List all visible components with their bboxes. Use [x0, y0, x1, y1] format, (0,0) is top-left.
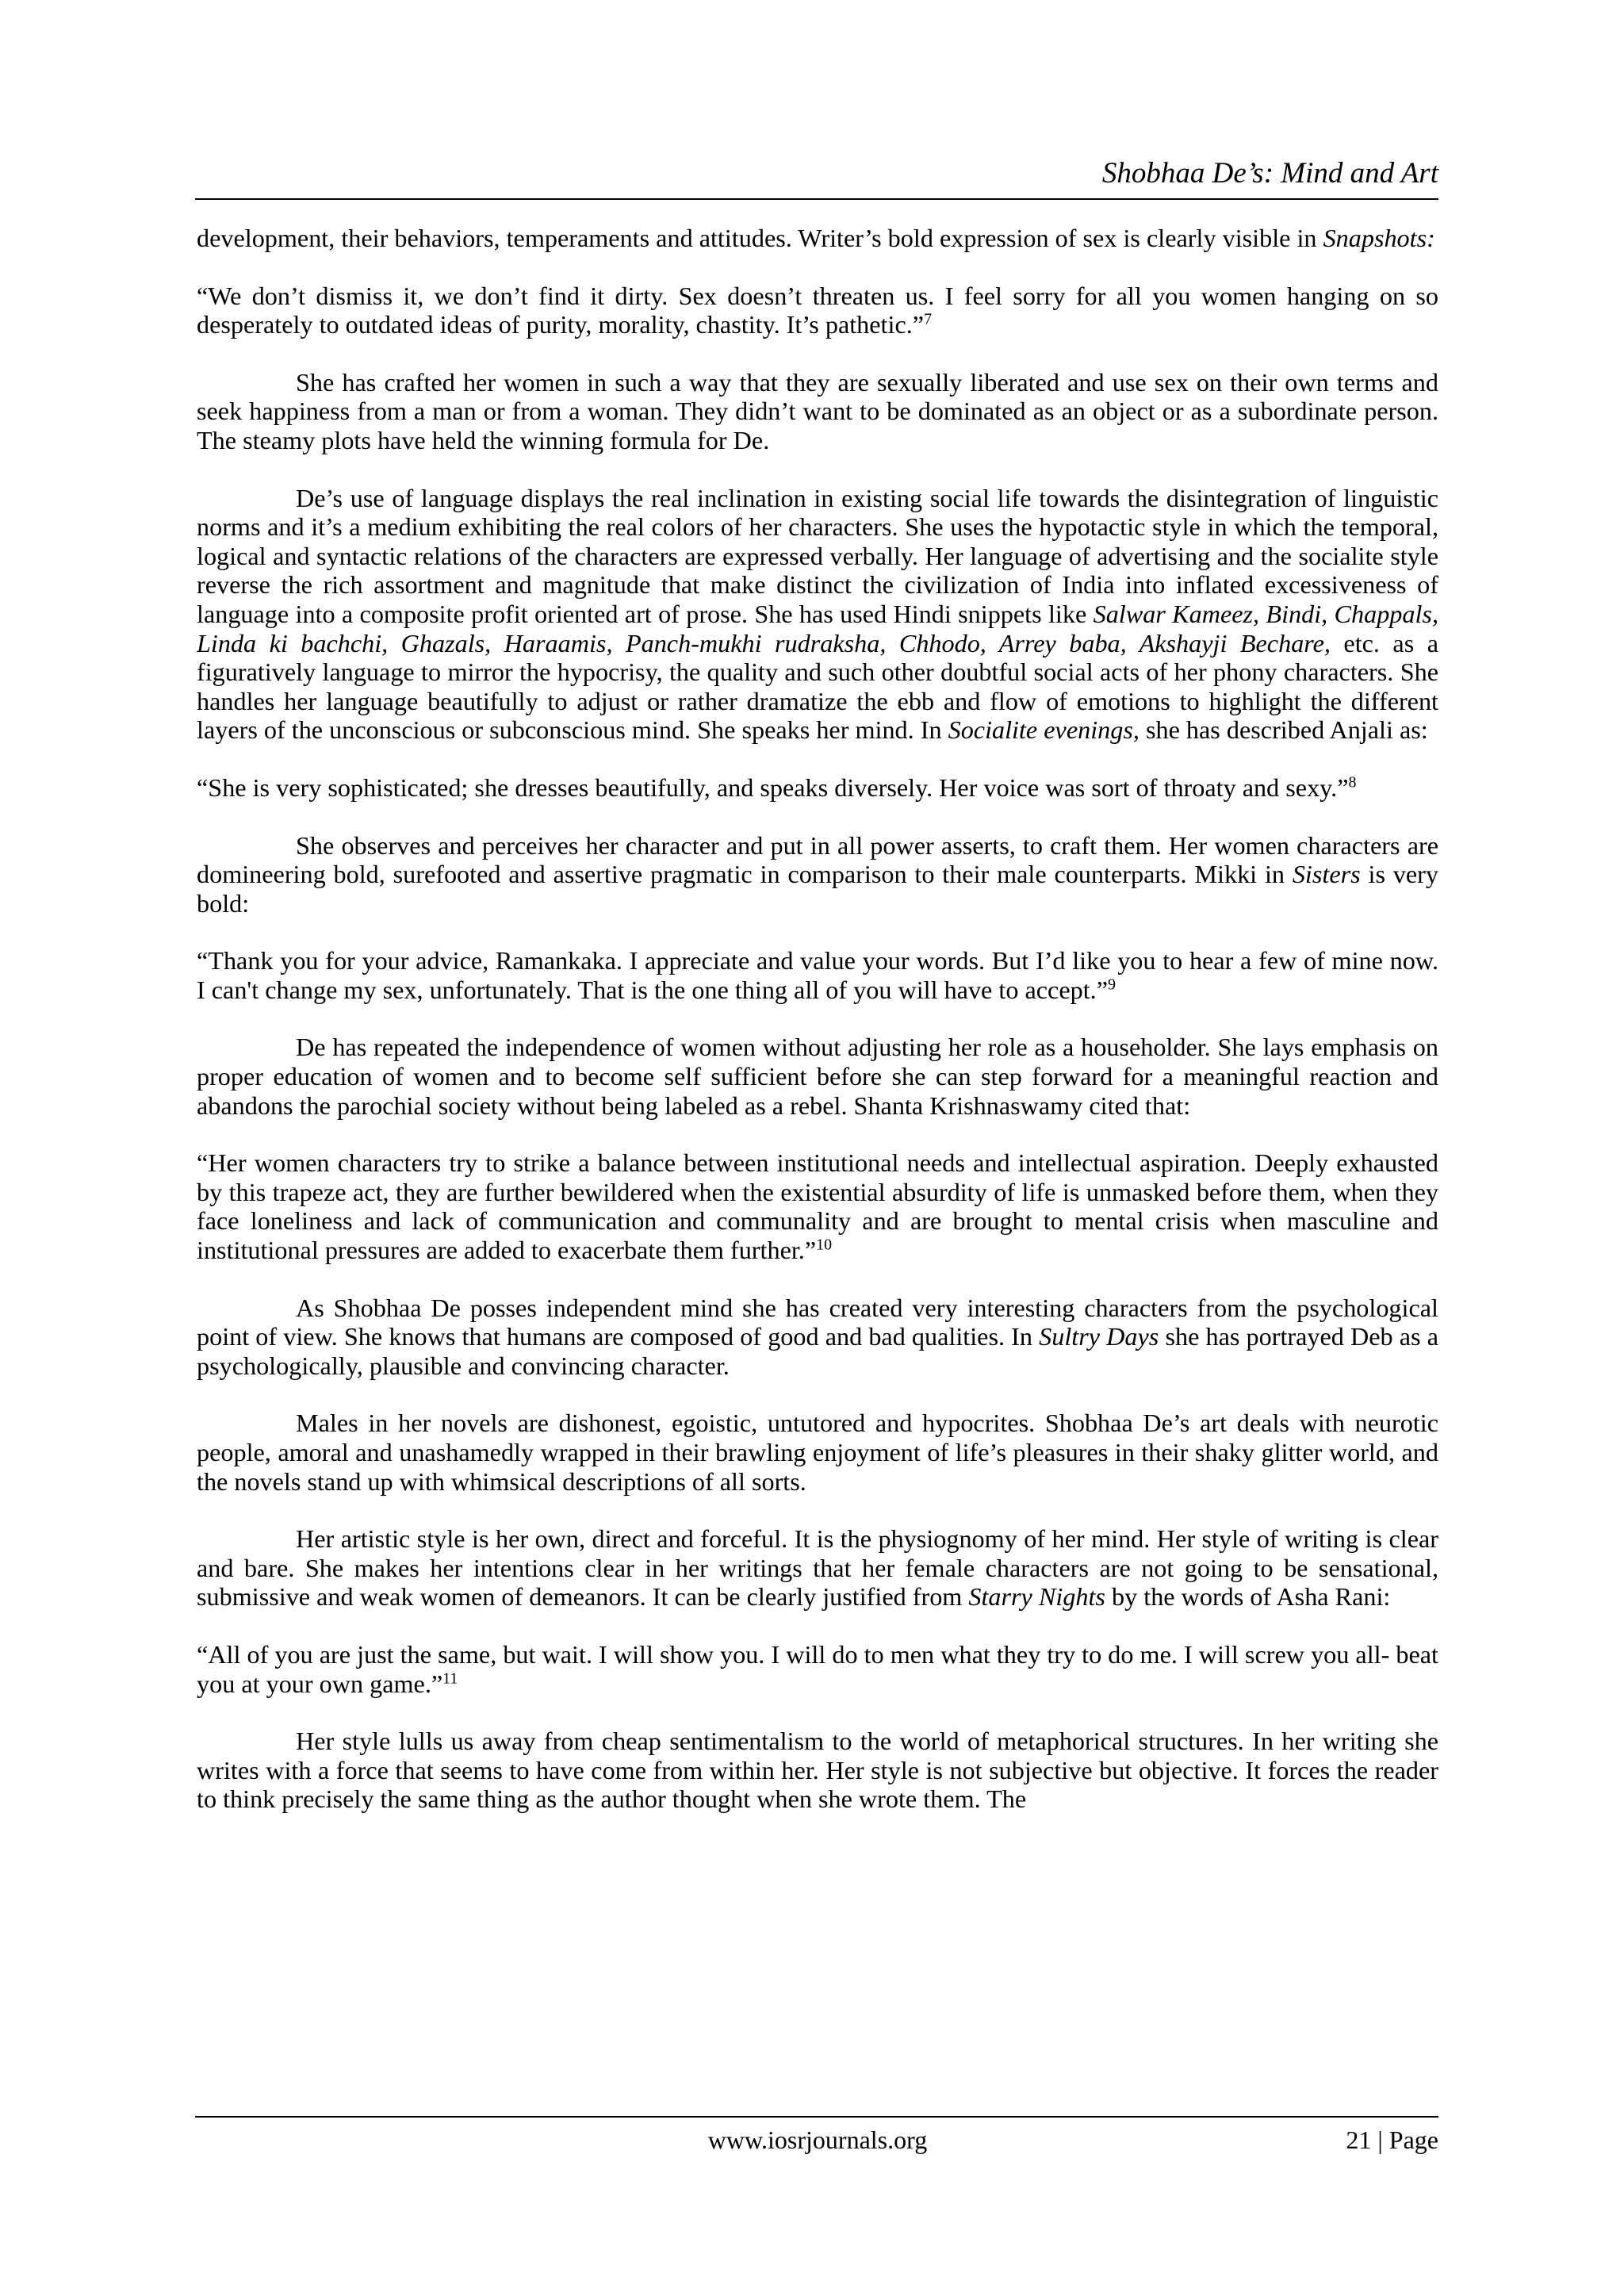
body-paragraph: [197, 1524, 1438, 1612]
journal-website-link[interactable]: www.iosrjournals.org: [707, 2125, 928, 2154]
body-paragraph: [197, 224, 1438, 253]
text-run: De’s use of language displays the real inclination in existing social life towards the disintegration of linguistic norms and it’s a medium exhibiting the real colors of her characters. She uses the hypotactic style in which the temporal, logical and syntactic relations of the characters are expressed verbally. Her language of advertising and the socialite style reverse the rich assortment and magnitude that make distinct the civilization of India into inflated excessiveness of language into a composite profit oriented art of prose. She has used Hindi snippets like: [197, 483, 1438, 628]
footnote-marker: 8: [1348, 773, 1357, 792]
footnote-marker: 7: [924, 310, 933, 328]
body-paragraph: [197, 368, 1438, 455]
text-run: “We don’t dismiss it, we don’t find it dirty. Sex doesn’t threaten us. I feel sorry for all you women hanging on so desperately to outdated ideas of purity, morality, chastity. It’s pathetic.”: [197, 281, 1438, 339]
footer-rule: [195, 2116, 1438, 2118]
text-run: “She is very sophisticated; she dresses beautifully, and speaks diversely. Her voice was sort of throaty and sexy.”: [197, 772, 1349, 802]
footnote-marker: 9: [1108, 976, 1116, 994]
text-run: etc. as a figuratively language to mirror the hypocrisy, the quality and such other doubtful social acts of her phony characters. She handles her language beautifully to adjust or rather dramatize the ebb and flow of emotions to highlight the different layers of the unconscious or subconscious mind. She speaks her mind. In: [197, 628, 1438, 745]
body-paragraph: [197, 831, 1438, 918]
text-run: “Thank you for your advice, Ramankaka. I appreciate and value your words. But I’d like you to hear a few of mine now. I can't change my sex, unfortunately. That is the one thing all of you will have to accept.”: [197, 946, 1438, 1004]
footnote-marker: 11: [442, 1669, 458, 1687]
text-run: Her artistic style is her own, direct and forceful. It is the physiognomy of her mind. Her style of writing is clear and bare. She makes her intentions clear in her writings that her female characters are not going to be sensational, submissive and weak women of demeanors. It can be clearly justified from: [197, 1524, 1438, 1612]
text-run: As Shobhaa De posses independent mind she has created very interesting characters from the psychological point of view. She knows that humans are composed of good and bad qualities. In: [197, 1293, 1438, 1351]
text-run: She observes and perceives her character and put in all power asserts, to craft them. Her women characters are domineering bold, surefooted and assertive pragmatic in comparison to their male counterparts. Mikki in: [197, 830, 1438, 889]
body-paragraph: [197, 1294, 1438, 1381]
article-body: [197, 224, 1438, 1842]
text-run: she has described Anjali as:: [1139, 715, 1428, 745]
body-paragraph: [197, 1640, 1438, 1698]
body-paragraph: [197, 773, 1438, 803]
text-run: she has portrayed Deb as a psychologically, plausible and convincing character.: [197, 1322, 1438, 1380]
text-run: development, their behaviors, temperaments and attitudes. Writer’s bold expression of sex is clearly visible in: [197, 224, 1323, 252]
text-run: “All of you are just the same, but wait. I will show you. I will do to men what they try to do me. I will screw you all- beat you at your own game.”: [197, 1639, 1438, 1698]
text-run: She has crafted her women in such a way that they are sexually liberated and use sex on their own terms and seek happiness from a man or from a woman. They didn’t want to be dominated as an object or as a subordinate person. The steamy plots have held the winning formula for De.: [197, 367, 1438, 454]
italic-title: Starry Nights: [968, 1582, 1105, 1612]
body-paragraph: [197, 484, 1438, 745]
text-run: “Her women characters try to strike a balance between institutional needs and intellectual aspiration. Deeply exhausted by this trapeze act, they are further bewildered when the existential absurdity of life is unmasked before them, when they face loneliness and lack of communication and communality and are brought to mental crisis when masculine and institutional pressures are added to exacerbate them further.”: [197, 1148, 1438, 1265]
italic-title: Salwar Kameez, Bindi, Chappals, Linda ki bachchi, Ghazals, Haraamis, Panch-mukhi rudraksha, Chhodo, Arrey baba, Akshayji Bechare,: [197, 599, 1438, 657]
text-run: by the words of Asha Rani:: [1105, 1582, 1391, 1612]
italic-title: Sisters: [1292, 860, 1361, 889]
body-paragraph: [197, 946, 1438, 1004]
text-run: Her style lulls us away from cheap sentimentalism to the world of metaphorical structures. In her writing she writes with a force that seems to have come from within her. Her style is not subjective but objective. It forces the reader to think precisely the same thing as the author thought when she wrote them. The: [197, 1727, 1438, 1814]
body-paragraph: [197, 282, 1438, 339]
italic-title: Sultry Days: [1039, 1322, 1159, 1351]
text-run: is very bold:: [197, 860, 1438, 918]
header-rule: [195, 198, 1438, 200]
text-run: De has repeated the independence of women without adjusting her role as a householder. She lays emphasis on proper education of women and to become self sufficient before she can step forward for a meaningful reaction and abandons the parochial society without being labeled as a rebel. Shanta Krishnaswamy cited that:: [197, 1033, 1438, 1120]
body-paragraph: [197, 1033, 1438, 1120]
italic-title: Snapshots:: [1323, 224, 1435, 252]
page-number: 21 | Page: [1346, 2125, 1438, 2154]
footnote-marker: 10: [816, 1236, 833, 1254]
italic-title: Socialite evenings,: [948, 715, 1139, 745]
running-header-title: Shobhaa De’s: Mind and Art: [1101, 157, 1438, 190]
body-paragraph: [197, 1409, 1438, 1496]
body-paragraph: [197, 1727, 1438, 1814]
body-paragraph: [197, 1148, 1438, 1264]
text-run: Males in her novels are dishonest, egoistic, untutored and hypocrites. Shobhaa De’s art deals with neurotic people, amoral and unashamedly wrapped in their brawling enjoyment of life’s pleasures in their shaky glitter world, and the novels stand up with whimsical descriptions of all sorts.: [197, 1409, 1438, 1496]
